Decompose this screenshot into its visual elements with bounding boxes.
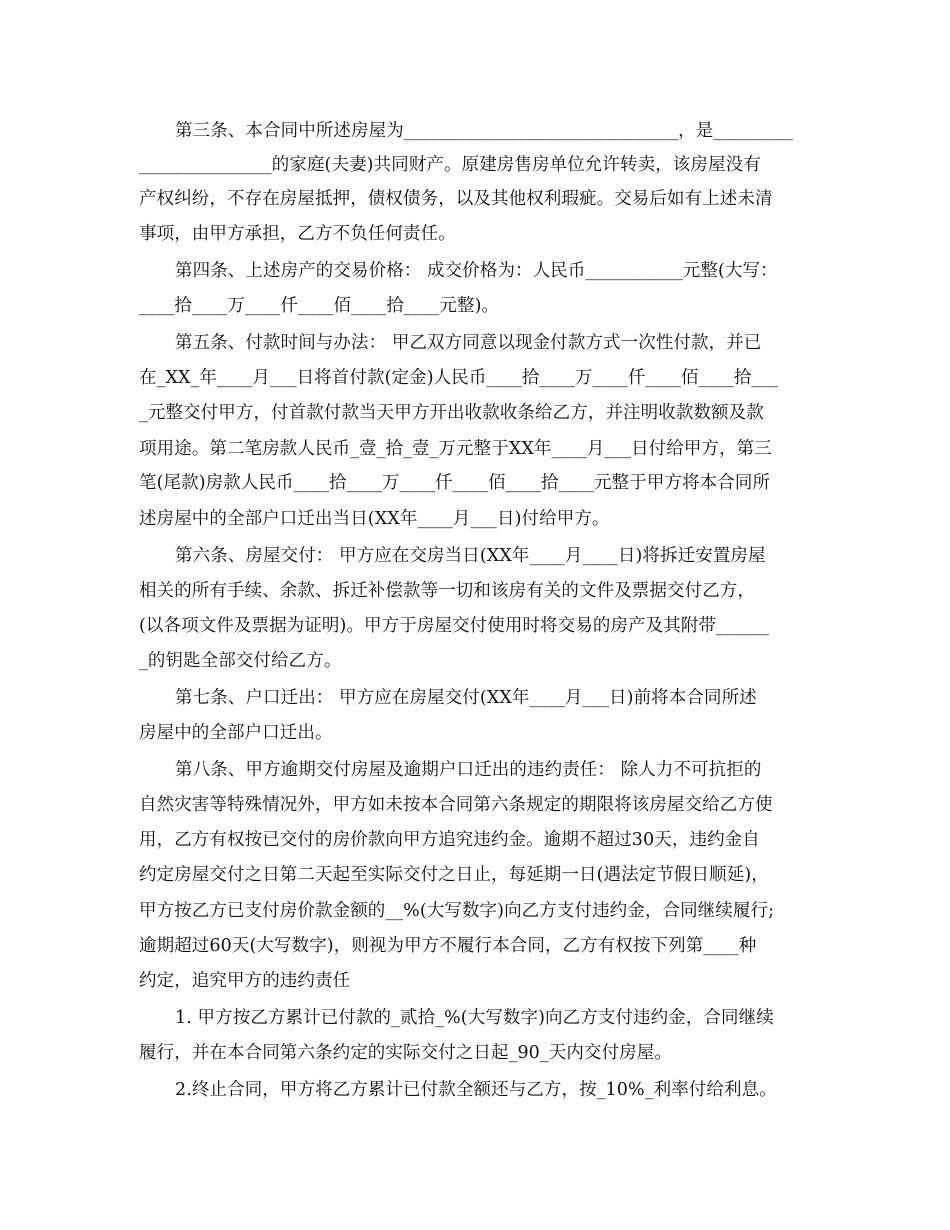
clause-1-line-2: 履行，并在本合同第六条约定的实际交付之日起_90_天内交付房屋。 — [139, 1043, 672, 1063]
article-8-line-3: 用，乙方有权按已交付的房价款向甲方追究违约金。逾期不超过30天，违约金自 — [139, 830, 760, 850]
article-4-line-1: 第四条、上述房产的交易价格： 成交价格为：人民币___________元整(大写： — [175, 261, 778, 281]
article-3-line-1: 第三条、本合同中所述房屋为_______________________________，是_________ — [175, 121, 793, 141]
article-6-line-4: _的钥匙全部交付给乙方。 — [139, 651, 342, 671]
article-5-line-1: 第五条、付款时间与办法： 甲乙双方同意以现金付款方式一次性付款，并已 — [175, 333, 762, 353]
article-4-line-2: ____拾____万____仟____佰____拾____元整)。 — [139, 296, 500, 316]
article-8-line-1: 第八条、甲方逾期交付房屋及逾期户口迁出的违约责任： 除人力不可抗拒的 — [175, 760, 762, 780]
article-8-line-2: 自然灾害等特殊情况外，甲方如未按本合同第六条规定的期限将该房屋交给乙方使 — [139, 795, 773, 815]
article-8-line-7: 约定，追究甲方的违约责任 — [139, 971, 351, 991]
article-8-line-5: 甲方按乙方已支付房价款金额的__%(大写数字)向乙方支付违约金，合同继续履行; — [139, 901, 775, 921]
article-5-line-6: 述房屋中的全部户口迁出当日(XX年____月___日)付给甲方。 — [139, 509, 610, 529]
article-5-line-2: 在_XX_年____月___日将首付款(定金)人民币____拾____万____仟____佰____拾___ — [139, 368, 778, 388]
article-7-line-1: 第七条、户口迁出： 甲方应在房屋交付(XX年____月___日)前将本合同所述 — [175, 688, 757, 708]
article-6-line-3: (以各项文件及票据为证明)。甲方于房屋交付使用时将交易的房产及其附带______ — [139, 616, 770, 636]
article-5-line-3: _元整交付甲方，付首款付款当天甲方开出收款收条给乙方，并注明收款数额及款 — [139, 403, 764, 423]
article-3-line-2: _______________的家庭(夫妻)共同财产。原建房售房单位允许转卖，该房屋没有 — [139, 155, 761, 175]
article-8-line-4: 约定房屋交付之日第二天起至实际交付之日止，每延期一日(遇法定节假日顺延)， — [139, 865, 769, 885]
article-5-line-4: 项用途。第二笔房款人民币_壹_拾_壹_万元整于XX年____月___日付给甲方，第三 — [139, 439, 772, 459]
article-5-line-5: 笔(尾款)房款人民币____拾____万____仟____佰____拾____元整于甲方将本合同所 — [139, 473, 771, 493]
article-6-line-2: 相关的所有手续、余款、拆迁补偿款等一切和该房有关的文件及票据交付乙方， — [139, 581, 755, 601]
article-3-line-3: 产权纠纷，不存在房屋抵押，债权债务，以及其他权利瑕疵。交易后如有上述未清 — [139, 189, 773, 209]
clause-1-line-1: 1. 甲方按乙方累计已付款的_贰拾_%(大写数字)向乙方支付违约金，合同继续 — [175, 1008, 774, 1028]
clause-2-line-1: 2.终止合同，甲方将乙方累计已付款全额还与乙方，按_10%_利率付给利息。 — [175, 1080, 777, 1100]
article-6-line-1: 第六条、房屋交付： 甲方应在交房当日(XX年____月____日)将拆迁安置房屋 — [175, 546, 766, 566]
article-8-line-6: 逾期超过60天(大写数字)，则视为甲方不履行本合同，乙方有权按下列第____种 — [139, 936, 757, 956]
article-7-line-2: 房屋中的全部户口迁出。 — [139, 723, 333, 743]
article-3-line-4: 事项，由甲方承担，乙方不负任何责任。 — [139, 224, 456, 244]
